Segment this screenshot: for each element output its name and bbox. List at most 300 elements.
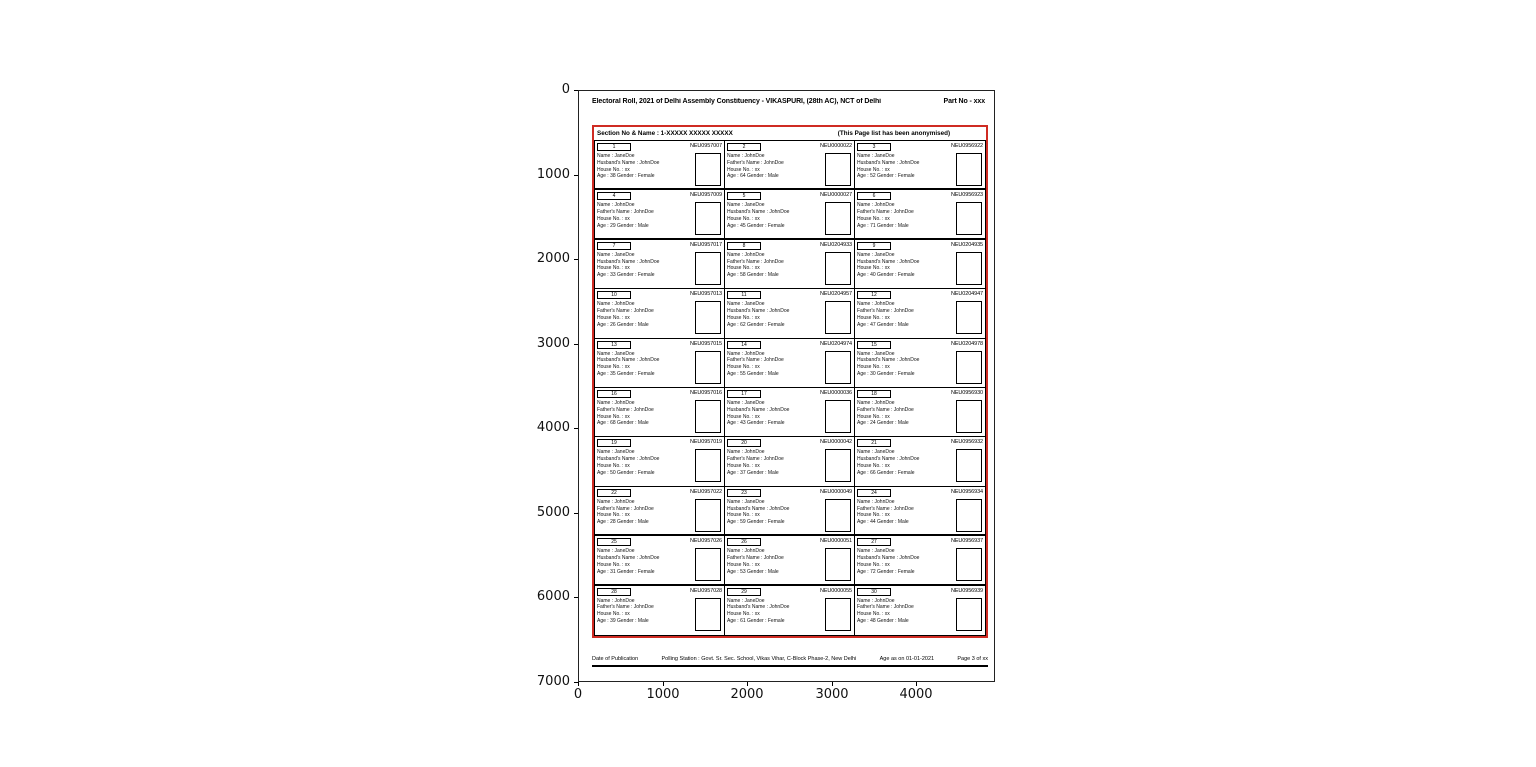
voter-card-header [597,340,722,350]
epic-number: NEU0000051 [819,538,852,545]
voter-card-header [597,241,722,251]
epic-number: NEU0204935 [950,241,983,248]
house-number: House No. : xx [857,611,890,618]
voter-name: Name : JohnDoe [727,350,765,357]
epic-number: NEU0957013 [689,291,722,298]
serial-number-box: 6 [857,192,891,200]
serial-number-box: 18 [857,390,891,398]
voter-card [855,586,985,635]
voter-card-body [857,449,983,483]
serial-number-box: 1 [597,143,631,151]
voter-card [725,536,855,585]
voter-card-header [597,191,722,201]
age-gender: Age : 44 Gender : Male [857,519,909,526]
photo-placeholder [825,499,851,532]
x-axis-tick-label: 1000 [633,688,693,702]
y-axis-tick-label: 5000 [494,506,570,520]
voter-name: Name : JohnDoe [857,400,895,406]
house-number: House No. : xx [597,561,630,568]
house-number: House No. : xx [727,462,760,469]
serial-number-box: 24 [857,489,891,497]
voter-details [597,252,693,286]
voter-card-header [857,537,983,547]
voter-card-body [597,598,722,632]
voter-card [595,536,725,585]
voter-details [857,548,954,582]
voter-name: Name : JaneDoe [857,153,895,159]
age-gender: Age : 26 Gender : Male [597,321,649,328]
age-gender: Age : 52 Gender : Female [857,173,915,180]
voter-card-header [857,191,983,201]
relative-name: Husband's Name : JohnDoe [727,209,790,216]
epic-number: NEU0957007 [689,143,722,149]
voter-card-body [597,449,722,483]
document-title: Electoral Roll, 2021 of Delhi Assembly Constituency - VIKASPURI, (28th AC), NCT of Delhi [592,98,882,105]
y-axis-tick-label: 6000 [494,590,570,604]
relative-name: Father's Name : JohnDoe [597,209,654,216]
relative-name: Husband's Name : JohnDoe [597,554,660,561]
photo-placeholder [695,252,721,285]
photo-placeholder [956,400,982,433]
relative-name: Husband's Name : JohnDoe [857,258,920,265]
house-number: House No. : xx [597,364,630,371]
relative-name: Husband's Name : JohnDoe [857,357,920,364]
voter-name: Name : JaneDoe [727,498,765,505]
age-gender: Age : 47 Gender : Male [857,321,909,328]
voter-details [857,252,954,286]
epic-number: NEU0000042 [819,439,852,446]
relative-name: Father's Name : JohnDoe [727,258,784,265]
voter-details [597,598,693,632]
voter-card-body [857,499,983,533]
voter-name: Name : JaneDoe [597,449,635,456]
voter-name: Name : JaneDoe [597,548,635,555]
voter-card [855,289,985,338]
y-axis-tick-label: 7000 [494,675,570,689]
voter-details [857,499,954,533]
voter-card [595,487,725,536]
age-gender: Age : 30 Gender : Female [857,370,915,377]
epic-number: NEU0000036 [819,390,852,396]
voter-card-body [727,548,852,582]
photo-placeholder [695,301,721,334]
age-gender: Age : 50 Gender : Female [597,469,655,476]
epic-number: NEU0956939 [950,587,983,594]
house-number: House No. : xx [597,413,630,420]
voter-name: Name : JohnDoe [597,498,635,505]
serial-number-box: 9 [857,242,891,250]
voter-card [855,190,985,239]
photo-placeholder [956,548,982,581]
voter-card-body [727,400,852,434]
house-number: House No. : xx [857,215,890,222]
voter-card-body [727,301,852,335]
part-number: Part No - xxx [943,98,985,105]
voter-card-header [727,587,852,597]
voter-card [725,289,855,338]
epic-number: NEU0957009 [689,192,722,199]
house-number: House No. : xx [597,314,630,321]
voter-name: Name : JohnDoe [727,548,765,555]
voter-name: Name : JohnDoe [857,597,895,604]
photo-placeholder [825,400,851,433]
serial-number-box: 22 [597,489,631,497]
house-number: House No. : xx [597,215,630,222]
age-gender: Age : 40 Gender : Female [857,272,915,279]
photo-placeholder [956,301,982,334]
house-number: House No. : xx [727,561,760,568]
voter-card [725,339,855,388]
age-gender: Age : 48 Gender : Male [857,617,909,624]
photo-placeholder [825,301,851,334]
voter-card [855,141,985,190]
voter-card-grid [594,140,986,636]
serial-number-box: 16 [597,390,631,398]
house-number: House No. : xx [597,611,630,618]
voter-details [597,548,693,582]
house-number: House No. : xx [727,413,760,420]
house-number: House No. : xx [727,314,760,321]
voter-name: Name : JaneDoe [857,449,895,456]
house-number: House No. : xx [857,314,890,321]
voter-details [597,301,693,335]
photo-placeholder [695,449,721,482]
x-axis-tick-label: 4000 [886,688,946,702]
photo-placeholder [695,153,721,186]
voter-card-header [857,290,983,300]
y-axis-tick-label: 0 [494,83,570,97]
relative-name: Father's Name : JohnDoe [857,209,914,216]
voter-card [725,141,855,190]
house-number: House No. : xx [727,215,760,222]
footer-polling-station: Polling Station : Govt. Sr. Sec. School, Vikas Vihar, C-Block Phase-2, New Delhi [661,656,857,662]
voter-card [855,536,985,585]
voter-name: Name : JohnDoe [597,301,635,308]
voter-name: Name : JaneDoe [857,251,895,258]
serial-number-box: 12 [857,291,891,299]
serial-number-box: 27 [857,538,891,546]
voter-card-header [857,389,983,399]
photo-placeholder [956,598,982,631]
serial-number-box: 10 [597,291,631,299]
house-number: House No. : xx [597,166,630,173]
voter-card-header [857,241,983,251]
voter-card [595,339,725,388]
voter-card-header [597,142,722,152]
relative-name: Father's Name : JohnDoe [597,307,654,314]
voter-name: Name : JohnDoe [857,498,895,505]
epic-number: NEU0204974 [819,340,852,347]
voter-card-body [597,301,722,335]
photo-placeholder [825,351,851,384]
relative-name: Husband's Name : JohnDoe [597,456,660,463]
epic-number: NEU0000027 [819,192,852,199]
voter-name: Name : JaneDoe [857,548,895,555]
voter-card-body [857,252,983,286]
voter-card-header [597,537,722,547]
photo-placeholder [825,598,851,631]
age-gender: Age : 61 Gender : Female [727,617,785,624]
relative-name: Father's Name : JohnDoe [727,554,784,561]
voter-card-header [727,142,852,152]
house-number: House No. : xx [597,462,630,469]
voter-card-body [727,252,852,286]
relative-name: Father's Name : JohnDoe [857,505,914,512]
voter-card-header [727,389,852,399]
relative-name: Husband's Name : JohnDoe [727,406,790,413]
voter-card-header [597,290,722,300]
serial-number-box: 11 [727,291,761,299]
voter-name: Name : JohnDoe [597,202,635,209]
x-axis-tick-label: 0 [548,688,608,702]
voter-details [857,598,954,632]
section-note: (This Page list has been anonymised) [837,130,951,137]
voter-name: Name : JaneDoe [597,251,635,258]
voter-card [725,586,855,635]
voter-name: Name : JaneDoe [727,301,765,308]
epic-number: NEU0957017 [689,241,722,248]
epic-number: NEU0957016 [689,390,722,396]
voter-card-header [727,340,852,350]
voter-card [725,437,855,486]
age-gender: Age : 55 Gender : Male [727,370,779,377]
voter-card [855,388,985,437]
relative-name: Father's Name : JohnDoe [727,456,784,463]
voter-name: Name : JohnDoe [597,597,635,604]
serial-number-box: 19 [597,439,631,447]
voter-card-body [727,449,852,483]
electoral-roll-page [578,90,995,682]
epic-number: NEU0956932 [950,439,983,446]
age-gender: Age : 58 Gender : Male [727,272,779,279]
voter-name: Name : JaneDoe [727,597,765,604]
house-number: House No. : xx [727,166,760,173]
photo-placeholder [956,153,982,186]
epic-number: NEU0956922 [950,143,983,149]
age-gender: Age : 72 Gender : Female [857,568,915,575]
house-number: House No. : xx [727,512,760,519]
voter-card [725,388,855,437]
age-gender: Age : 29 Gender : Male [597,222,649,229]
voter-card [595,141,725,190]
epic-number: NEU0956930 [950,390,983,396]
footer-publication: Date of Publication [592,656,639,662]
voter-name: Name : JohnDoe [727,153,765,159]
photo-placeholder [825,202,851,235]
age-gender: Age : 66 Gender : Female [857,469,915,476]
house-number: House No. : xx [597,265,630,272]
serial-number-box: 3 [857,143,891,151]
voter-details [727,202,823,236]
epic-number: NEU0000022 [819,143,852,149]
voter-card-header [727,438,852,448]
voter-card-body [857,153,983,187]
relative-name: Father's Name : JohnDoe [597,505,654,512]
x-axis-tick-label: 2000 [717,688,777,702]
voter-card-body [857,400,983,434]
house-number: House No. : xx [727,611,760,618]
house-number: House No. : xx [727,364,760,371]
house-number: House No. : xx [857,166,890,173]
voter-card-header [727,488,852,498]
relative-name: Father's Name : JohnDoe [857,604,914,611]
voter-card-header [597,389,722,399]
voter-card-body [727,499,852,533]
voter-details [857,351,954,385]
serial-number-box: 29 [727,588,761,596]
epic-number: NEU0204978 [950,340,983,347]
voter-card [855,240,985,289]
serial-number-box: 14 [727,341,761,349]
voter-card-body [597,153,722,187]
voter-name: Name : JaneDoe [597,350,635,357]
voter-details [727,252,823,286]
voter-details [857,301,954,335]
voter-card-header [857,488,983,498]
house-number: House No. : xx [597,512,630,519]
voter-card-header [857,438,983,448]
epic-number: NEU0204947 [950,291,983,298]
voter-card [595,190,725,239]
age-gender: Age : 33 Gender : Female [597,272,655,279]
epic-number: NEU0000049 [819,488,852,495]
relative-name: Husband's Name : JohnDoe [597,159,660,166]
voter-card [725,487,855,536]
voter-card-header [857,142,983,152]
epic-number: NEU0957022 [689,488,722,495]
voter-card-header [727,191,852,201]
voter-name: Name : JohnDoe [857,301,895,308]
serial-number-box: 17 [727,390,761,398]
voter-card-header [597,587,722,597]
voter-details [597,202,693,236]
relative-name: Husband's Name : JohnDoe [597,258,660,265]
voter-name: Name : JohnDoe [857,202,895,209]
photo-placeholder [956,351,982,384]
y-axis-tick-label: 4000 [494,421,570,435]
epic-number: NEU0957028 [689,587,722,594]
voter-name: Name : JaneDoe [727,400,765,406]
epic-number: NEU0956937 [950,538,983,545]
relative-name: Father's Name : JohnDoe [727,159,784,166]
house-number: House No. : xx [857,512,890,519]
voter-name: Name : JaneDoe [857,350,895,357]
voter-details [597,153,693,187]
voter-details [727,548,823,582]
voter-card-body [597,351,722,385]
voter-details [597,449,693,483]
photo-placeholder [695,598,721,631]
serial-number-box: 26 [727,538,761,546]
serial-number-box: 13 [597,341,631,349]
voter-card [725,240,855,289]
photo-placeholder [825,449,851,482]
voter-card-header [727,290,852,300]
photo-placeholder [956,499,982,532]
serial-number-box: 15 [857,341,891,349]
voter-card-header [727,537,852,547]
voter-card [855,437,985,486]
voter-details [857,202,954,236]
footer-page-number: Page 3 of xx [957,656,988,662]
house-number: House No. : xx [857,462,890,469]
photo-placeholder [956,449,982,482]
serial-number-box: 30 [857,588,891,596]
age-gender: Age : 38 Gender : Female [597,173,655,180]
house-number: House No. : xx [857,265,890,272]
epic-number: NEU0957026 [689,538,722,545]
serial-number-box: 5 [727,192,761,200]
voter-card-body [597,400,722,434]
voter-name: Name : JohnDoe [597,400,635,406]
voter-card-body [597,499,722,533]
serial-number-box: 2 [727,143,761,151]
photo-placeholder [956,252,982,285]
voter-details [727,400,823,434]
age-gender: Age : 24 Gender : Male [857,420,909,427]
serial-number-box: 8 [727,242,761,250]
voter-card-body [597,252,722,286]
photo-placeholder [695,499,721,532]
age-gender: Age : 43 Gender : Female [727,420,785,427]
voter-card [725,190,855,239]
serial-number-box: 25 [597,538,631,546]
voter-details [727,153,823,187]
relative-name: Father's Name : JohnDoe [857,406,914,413]
x-axis-tick-label: 3000 [802,688,862,702]
voter-card-body [597,548,722,582]
serial-number-box: 28 [597,588,631,596]
voter-card [595,437,725,486]
photo-placeholder [825,153,851,186]
house-number: House No. : xx [727,265,760,272]
relative-name: Husband's Name : JohnDoe [727,604,790,611]
photo-placeholder [825,252,851,285]
epic-number: NEU0956923 [950,192,983,199]
relative-name: Husband's Name : JohnDoe [857,159,920,166]
house-number: House No. : xx [857,413,890,420]
voter-card [595,586,725,635]
voter-details [727,449,823,483]
serial-number-box: 21 [857,439,891,447]
red-highlight-box [592,125,988,638]
photo-placeholder [825,548,851,581]
photo-placeholder [695,202,721,235]
epic-number: NEU0956934 [950,488,983,495]
voter-card-body [727,598,852,632]
serial-number-box: 7 [597,242,631,250]
serial-number-box: 20 [727,439,761,447]
voter-card [595,388,725,437]
voter-details [597,400,693,434]
relative-name: Father's Name : JohnDoe [597,406,654,413]
voter-card-header [857,587,983,597]
document-header [592,98,985,105]
voter-card [855,339,985,388]
voter-details [727,499,823,533]
voter-card-body [727,351,852,385]
y-axis-tick-label: 3000 [494,337,570,351]
voter-card-body [857,351,983,385]
voter-card-body [857,202,983,236]
age-gender: Age : 31 Gender : Female [597,568,655,575]
voter-card-body [727,202,852,236]
age-gender: Age : 71 Gender : Male [857,222,909,229]
age-gender: Age : 64 Gender : Male [727,173,779,180]
relative-name: Father's Name : JohnDoe [727,357,784,364]
voter-details [727,351,823,385]
voter-card-body [857,548,983,582]
